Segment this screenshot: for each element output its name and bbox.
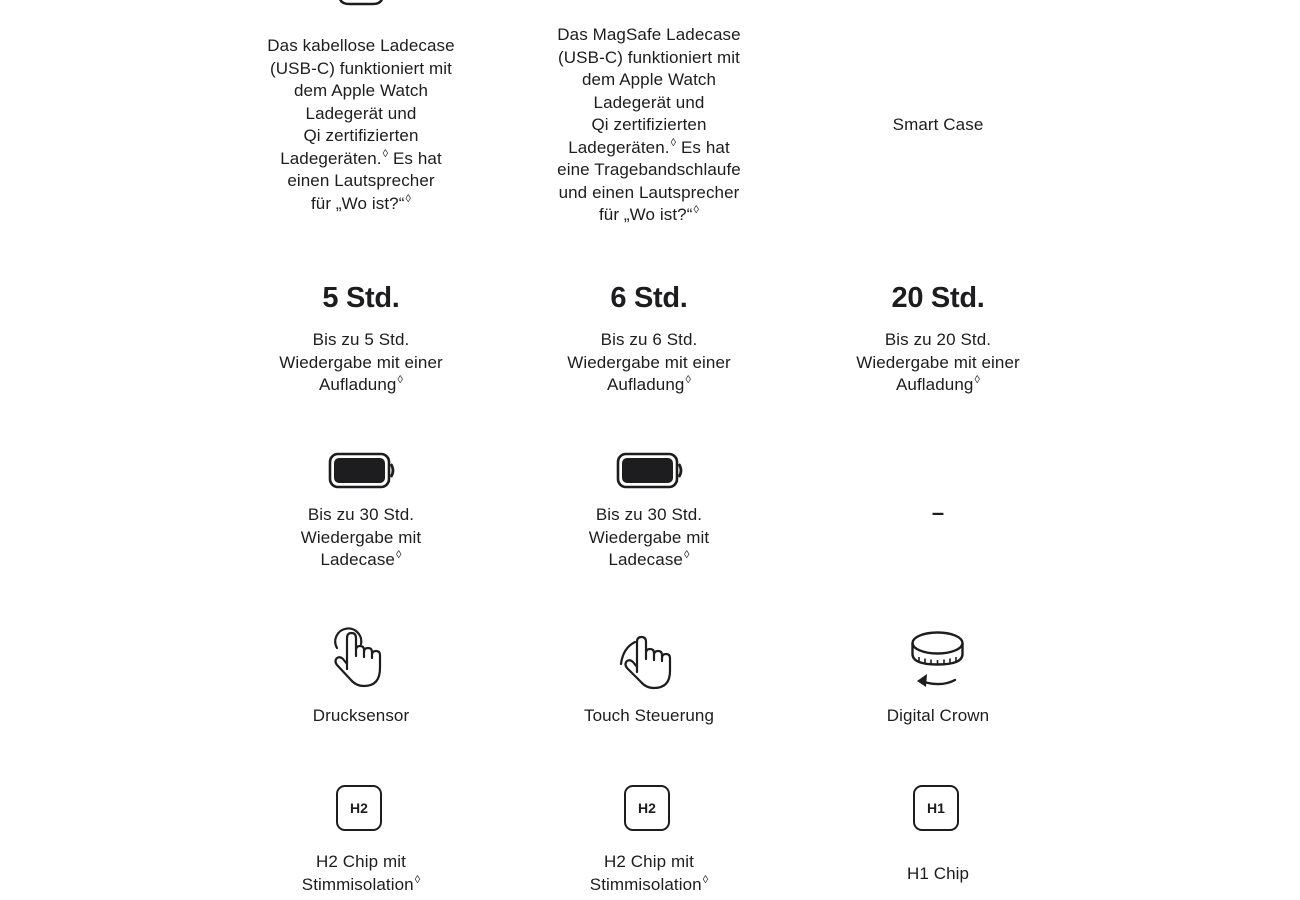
- digital-crown-icon: [908, 630, 968, 690]
- chip-description: H2 Chip mit Stimmisolation◊: [589, 852, 709, 894]
- h2-chip-icon: H2: [624, 785, 670, 831]
- case-description: Das MagSafe Ladecase (USB-C) funktioniert mit dem Apple Watch Ladegerät und Qi zertifizierten Ladegeräten.◊ Es hat eine Tragebandschlaufe und einen Lautsprecher für „Wo ist?“◊: [557, 25, 741, 224]
- case-description: Smart Case: [892, 115, 984, 134]
- touch-swipe-icon: [617, 632, 679, 692]
- case-description: Das kabellose Ladecase (USB-C) funktioniert mit dem Apple Watch Ladegerät und Qi zertifizierten Ladegeräten.◊ Es hat einen Lautsprecher für „Wo ist?“◊: [267, 36, 455, 213]
- no-case-playback-dash: –: [931, 500, 945, 525]
- case-playback-text: Bis zu 30 Std. Wiedergabe mit Ladecase◊: [588, 505, 710, 569]
- h2-chip-icon: H2: [336, 785, 382, 831]
- battery-hours-value: 5 Std.: [322, 282, 400, 314]
- chip-description: H2 Chip mit Stimmisolation◊: [301, 852, 421, 894]
- battery-playback-text: Bis zu 20 Std. Wiedergabe mit einer Aufladung◊: [856, 330, 1020, 394]
- case-icon: [335, 0, 387, 6]
- case-playback-text: Bis zu 30 Std. Wiedergabe mit Ladecase◊: [300, 505, 422, 569]
- smart-case-icon: [912, 0, 964, 6]
- control-label: Touch Steuerung: [583, 706, 715, 725]
- control-label: Digital Crown: [886, 706, 990, 725]
- h1-chip-icon: H1: [913, 785, 959, 831]
- battery-full-icon: [328, 452, 396, 490]
- battery-playback-text: Bis zu 5 Std. Wiedergabe mit einer Aufladung◊: [279, 330, 443, 394]
- battery-hours-value: 20 Std.: [891, 282, 985, 314]
- battery-playback-text: Bis zu 6 Std. Wiedergabe mit einer Aufladung◊: [567, 330, 731, 394]
- chip-description: H1 Chip: [906, 864, 970, 883]
- battery-hours-value: 6 Std.: [610, 282, 688, 314]
- battery-full-icon: [616, 452, 684, 490]
- press-finger-icon: [329, 626, 389, 690]
- control-label: Drucksensor: [312, 706, 410, 725]
